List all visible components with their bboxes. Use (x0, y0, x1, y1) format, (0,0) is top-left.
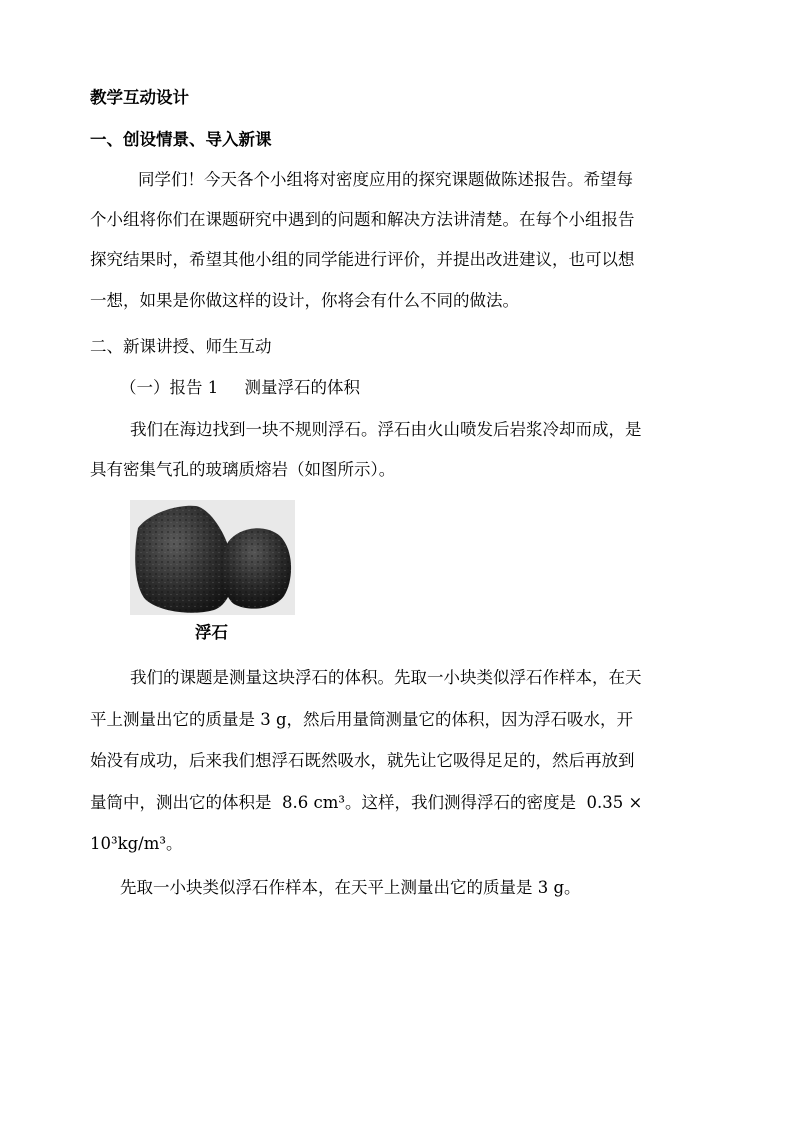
figure-caption: 浮石 (195, 623, 228, 642)
paragraph-1-line-2: 个小组将你们在课题研究中遇到的问题和解决方法讲清楚。在每个小组报告 (90, 210, 635, 229)
paragraph-2-line-1: 我们在海边找到一块不规则浮石。浮石由火山喷发后岩浆冷却而成，是 (130, 420, 642, 439)
paragraph-4: 先取一小块类似浮石作样本，在天平上测量出它的质量是 3 g。 (120, 878, 581, 897)
paragraph-1-line-3: 探究结果时，希望其他小组的同学能进行评价，并提出改进建议，也可以想 (90, 250, 635, 269)
doc-title: 教学互动设计 (90, 88, 189, 107)
paragraph-1-line-1: 同学们！今天各个小组将对密度应用的探究课题做陈述报告。希望每 (138, 170, 633, 189)
paragraph-3-line-4: 量筒中，测出它的体积是 8.6 cm³。这样，我们测得浮石的密度是 0.35 × (90, 793, 643, 812)
paragraph-3-line-3: 始没有成功，后来我们想浮石既然吸水，就先让它吸得足足的，然后再放到 (90, 751, 635, 770)
pumice-photo (130, 500, 295, 615)
section-heading-2: 二、新课讲授、师生互动 (90, 337, 272, 356)
paragraph-3-line-5: 10³kg/m³。 (90, 834, 183, 853)
paragraph-1-line-4: 一想，如果是你做这样的设计，你将会有什么不同的做法。 (90, 291, 519, 310)
paragraph-2-line-2: 具有密集气孔的玻璃质熔岩（如图所示）。 (90, 460, 396, 479)
report-heading: （一）报告 1 测量浮石的体积 (120, 378, 360, 397)
paragraph-3-line-1: 我们的课题是测量这块浮石的体积。先取一小块类似浮石作样本，在天 (130, 668, 642, 687)
pumice-stones-image (130, 500, 295, 615)
section-heading-1: 一、创设情景、导入新课 (90, 130, 272, 149)
paragraph-3-line-2: 平上测量出它的质量是 3 g，然后用量筒测量它的体积，因为浮石吸水，开 (90, 710, 634, 729)
